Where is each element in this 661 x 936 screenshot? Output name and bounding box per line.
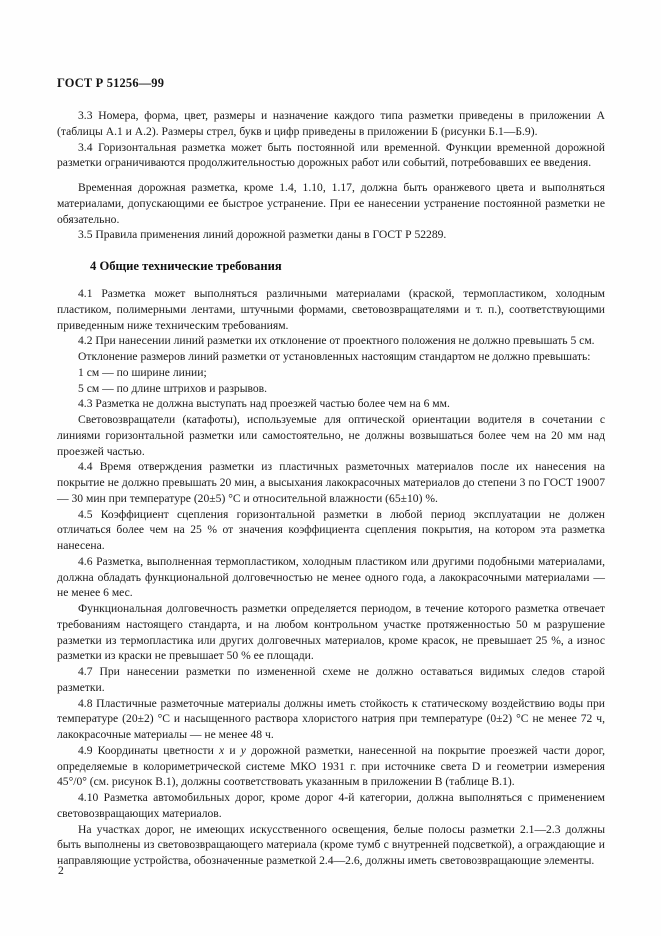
list-item: 1 см — по ширине линии; (78, 365, 207, 379)
page-number: 2 (58, 864, 64, 877)
paragraph-4-7: 4.7 При нанесении разметки по измененной схеме не должно оставаться видимых следов старой разметки. (57, 665, 605, 694)
paragraph-4-9-lead: 4.9 Координаты цветности (78, 743, 220, 757)
paragraph-3-4: 3.4 Горизонтальная разметка может быть постоянной или временной. Функции временной дорожной разметки ограничиваются продолжительностью дорожных работ или событий, потребовавших ее введения. (57, 140, 605, 170)
paragraph-unlit-sections: На участках дорог, не имеющих искусственного освещения, белые полосы разметки 2.1—2.3 должны быть выполнены из световозвращающего материала (кроме тумб с внутренней подсветкой), а ограждающие и направляющие устройства, обозначенные разметкой 2.4—2.6, должны иметь световозвращающие элементы. (57, 822, 605, 867)
paragraph-temporary-marking: Временная дорожная разметка, кроме 1.4, 1.10, 1.17, должна быть оранжевого цвета и выполняться материалами, допускающими ее быстрое устранение. При ее нанесении устранение постоянной разметки не обязательно. (57, 181, 605, 226)
paragraph-4-2: 4.2 При нанесении линий разметки их отклонение от проектного положения не должно превышать 5 см. (78, 334, 595, 348)
section-heading-4: 4 Общие технические требования (90, 259, 282, 273)
paragraph-3-5: 3.5 Правила применения линий дорожной разметки даны в ГОСТ Р 52289. (78, 228, 447, 242)
paragraph-4-4: 4.4 Время отверждения разметки из пластичных разметочных материалов после их нанесения на покрытие не должно превышать 20 мин, а высыхания лакокрасочных материалов до степени 3 по ГОСТ 19007 — 30 мин при температуре (20±5) °С и относительной влажности (65±10) %. (57, 460, 605, 505)
paragraph-4-5: 4.5 Коэффициент сцепления горизонтальной разметки в любой период эксплуатации не должен отличаться более чем на 25 % от значения коэффициента сцепления покрытия, на котором эта разметка нанесена. (57, 507, 605, 552)
paragraph-4-10: 4.10 Разметка автомобильных дорог, кроме дорог 4-й категории, должна выполняться с применением световозвращающих материалов. (57, 791, 605, 820)
paragraph-4-9-tail: дорожной разметки, нанесенной на покрытие проезжей части дорог, определяемые в колориметрической системе МКО 1931 г. при источнике света D и геометрии измерения 45°/0° (см. рисунок В.1), должны соответствовать указанным в приложении В (таблице В.1). (57, 743, 605, 789)
chromaticity-coordinate-x: x (219, 743, 225, 757)
document-body (57, 108, 605, 869)
paragraph-catadioptres: Световозвращатели (катафоты), используемые для оптической ориентации водителя в сочетании с линиями горизонтальной разметки или самостоятельно, не должны возвышаться более чем на 20 мм над проезжей частью. (57, 413, 605, 458)
paragraph-4-6: 4.6 Разметка, выполненная термопластиком, холодным пластиком или другими подобными материалами, должна обладать функциональной долговечностью не менее одного года, а лакокрасочными материалами — не менее 6 мес. (57, 554, 605, 600)
paragraph-durability: Функциональная долговечность разметки определяется периодом, в течение которого разметка отвечает требованиям настоящего стандарта, и на любом контрольном участке протяженностью 50 м разрушение разметки из термопластика или других долговечных материалов, кроме красок, не превышает 25 %, а износ разметки из краски не превышает 50 % ее площади. (57, 602, 605, 663)
chromaticity-coordinate-y: y (240, 743, 246, 757)
document-standard-header: ГОСТ Р 51256—99 (57, 76, 165, 90)
paragraph-4-9 (57, 743, 605, 790)
paragraph-4-8: 4.8 Пластичные разметочные материалы должны иметь стойкость к статическому воздействию воды при температуре (20±2) °С и насыщенного раствора хлористого натрия при температуре (0±2) °С не менее 72 ч, лакокрасочные материалы — не менее 48 ч. (57, 696, 605, 741)
paragraph-4-1: 4.1 Разметка может выполняться различными материалами (краской, термопластиком, холодным пластиком, полимерными лентами, штучными формами, световозвращателями и т. п.), соответствующими приведенным ниже техническим требованиям. (57, 287, 605, 332)
list-item: 5 см — по длине штрихов и разрывов. (78, 381, 268, 395)
paragraph-4-3: 4.3 Разметка не должна выступать над проезжей частью более чем на 6 мм. (78, 397, 450, 411)
paragraph-deviation-intro: Отклонение размеров линий разметки от установленных настоящим стандартом не должно превышать: (78, 350, 591, 363)
paragraph-3-3: 3.3 Номера, форма, цвет, размеры и назначение каждого типа разметки приведены в приложении А (таблицы А.1 и А.2). Размеры стрел, букв и цифр приведены в приложении Б (рисунки Б.1—Б.9). (57, 109, 605, 138)
paragraph-4-9-conj: и (224, 743, 241, 757)
